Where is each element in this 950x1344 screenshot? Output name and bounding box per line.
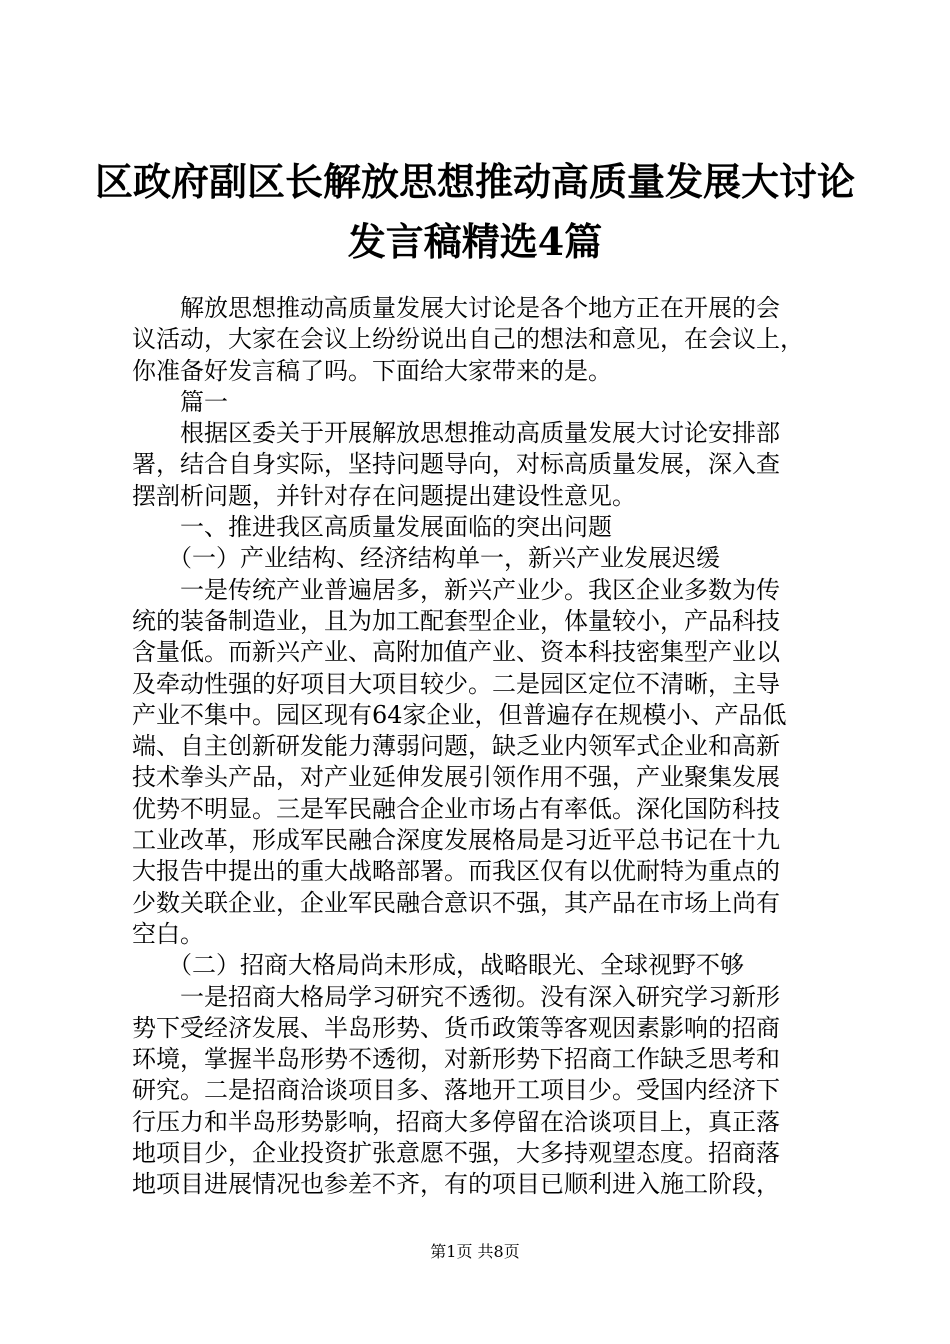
body-line: 含量低。而新兴产业、高附加值产业、资本科技密集型产业以	[132, 638, 780, 667]
body-line: 解放思想推动高质量发展大讨论是各个地方正在开展的会	[132, 294, 780, 322]
body-line: 摆剖析问题，并针对存在问题提出建设性意见。	[132, 481, 636, 510]
body-line: 一是传统产业普遍居多，新兴产业少。我区企业多数为传	[132, 575, 780, 604]
body-line: 研究。二是招商洽谈项目多、落地开工项目少。受国内经济下	[132, 1076, 780, 1105]
body-line: 势下受经济发展、半岛形势、货币政策等客观因素影响的招商	[132, 1013, 780, 1042]
body-line: 一、推进我区高质量发展面临的突出问题	[132, 513, 612, 542]
body-line: （一）产业结构、经济结构单一，新兴产业发展迟缓	[132, 544, 720, 573]
body-line: 篇一	[132, 387, 228, 416]
body-line: 你准备好发言稿了吗。下面给大家带来的是。	[132, 356, 612, 385]
body-line: 端、自主创新研发能力薄弱问题，缺乏业内领军式企业和高新	[132, 732, 780, 761]
body-line: 统的装备制造业，且为加工配套型企业，体量较小，产品科技	[132, 606, 780, 635]
page-footer: 第1页 共8页	[430, 1242, 520, 1261]
body-line: 优势不明显。三是军民融合企业市场占有率低。深化国防科技	[132, 794, 780, 823]
body-line: （二）招商大格局尚未形成，战略眼光、全球视野不够	[132, 951, 744, 980]
body-line: 技术拳头产品，对产业延伸发展引领作用不强，产业聚集发展	[132, 763, 780, 792]
document-title-line-2: 发言稿精选4篇	[347, 219, 603, 264]
body-line: 行压力和半岛形势影响，招商大多停留在洽谈项目上，真正落	[132, 1107, 780, 1136]
document-body	[132, 293, 832, 1201]
body-line: 一是招商大格局学习研究不透彻。没有深入研究学习新形	[132, 982, 780, 1011]
body-line: 地项目进展情况也参差不齐，有的项目已顺利进入施工阶段，	[132, 1170, 780, 1199]
body-line: 环境，掌握半岛形势不透彻，对新形势下招商工作缺乏思考和	[132, 1045, 780, 1074]
body-line: 根据区委关于开展解放思想推动高质量发展大讨论安排部	[132, 419, 780, 448]
body-line: 议活动，大家在会议上纷纷说出自己的想法和意见，在会议上，	[132, 325, 804, 354]
body-line: 地项目少，企业投资扩张意愿不强，大多持观望态度。招商落	[132, 1139, 780, 1168]
body-line: 少数关联企业，企业军民融合意识不强，其产品在市场上尚有	[132, 888, 780, 917]
document-title-line-1: 区政府副区长解放思想推动高质量发展大讨论	[94, 159, 855, 204]
body-line: 及牵动性强的好项目大项目较少。二是园区定位不清晰，主导	[132, 669, 780, 698]
body-line: 产业不集中。园区现有64家企业，但普遍存在规模小、产品低	[132, 700, 787, 729]
body-line: 大报告中提出的重大战略部署。而我区仅有以优耐特为重点的	[132, 857, 780, 886]
body-line: 工业改革，形成军民融合深度发展格局是习近平总书记在十九	[132, 826, 780, 855]
body-line: 空白。	[132, 919, 204, 948]
body-line: 署，结合自身实际，坚持问题导向，对标高质量发展，深入查	[132, 450, 780, 479]
